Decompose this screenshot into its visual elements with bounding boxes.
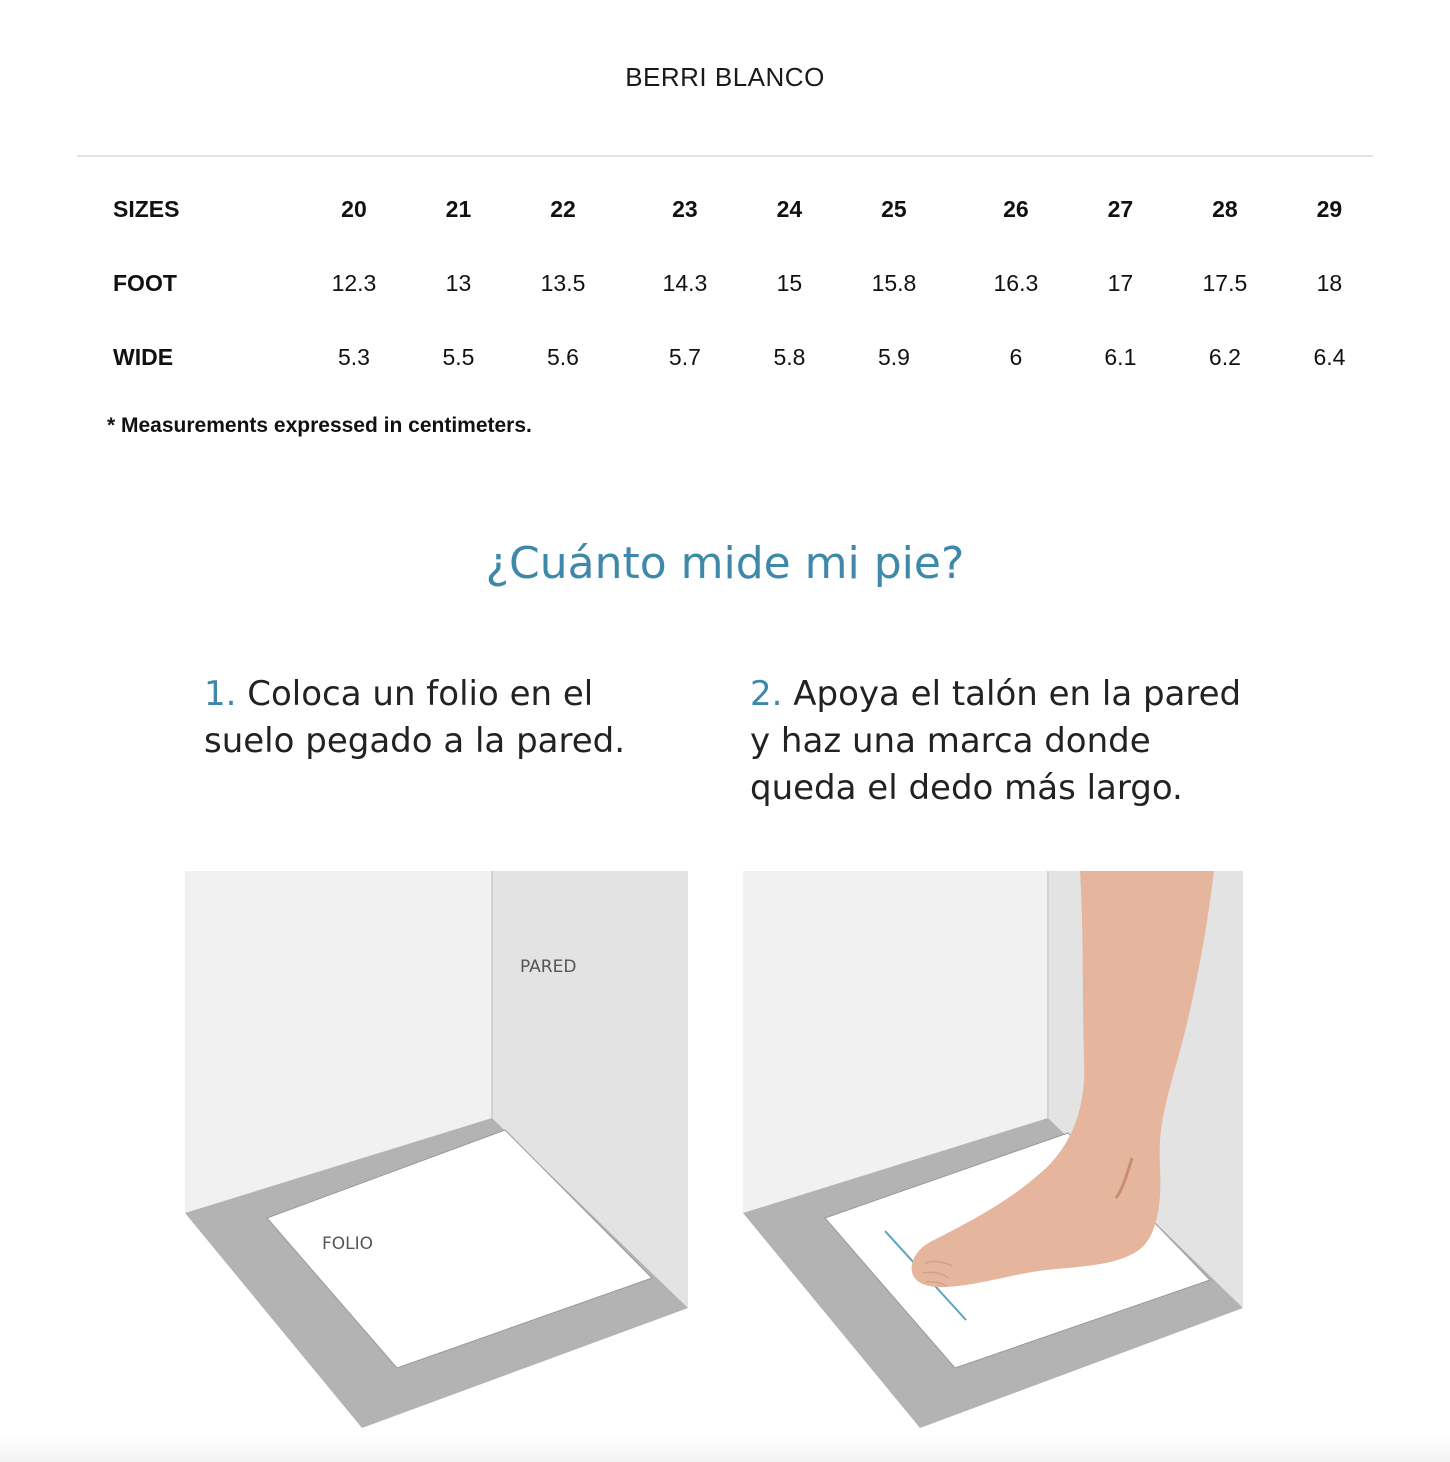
step-2-line-2: y haz una marca donde	[750, 721, 1151, 761]
size-cell: 26	[1003, 195, 1029, 222]
measurement-footnote: * Measurements expressed in centimeters.	[107, 414, 532, 437]
size-cell: 28	[1212, 195, 1238, 222]
wide-cell: 5.7	[668, 343, 701, 370]
wide-cell: 5.8	[773, 343, 806, 370]
wide-cell: 5.9	[877, 343, 910, 370]
size-cell: 23	[672, 195, 698, 222]
step-2-number: 2.	[750, 674, 783, 714]
foot-cell: 15.8	[871, 269, 917, 296]
row-label-foot: FOOT	[113, 269, 177, 296]
wide-cell: 5.6	[547, 343, 579, 370]
row-label-wide: WIDE	[113, 343, 174, 370]
row-label-sizes: SIZES	[113, 195, 180, 222]
size-cell: 22	[550, 195, 576, 222]
foot-cell: 14.3	[662, 269, 708, 296]
foot-cell: 15	[776, 269, 803, 296]
size-cell: 25	[881, 195, 907, 222]
step-1-number: 1.	[204, 674, 237, 714]
foot-cell: 13	[445, 269, 472, 296]
table-row-wide	[77, 320, 1373, 394]
size-cell: 21	[445, 195, 472, 222]
sheet-label: FOLIO	[322, 1234, 374, 1254]
foot-cell: 16.3	[993, 269, 1039, 296]
step-2-instruction	[750, 671, 1290, 812]
step-2-line-3: queda el dedo más largo.	[750, 768, 1183, 808]
table-row-foot	[77, 246, 1373, 320]
guide-title: ¿Cuánto mide mi pie?	[485, 538, 965, 589]
illustration-sheet-on-floor	[182, 868, 692, 1428]
step-1-line-1: Coloca un folio en el	[247, 674, 594, 714]
foot-cell: 13.5	[540, 269, 586, 296]
foot-cell: 18	[1316, 269, 1343, 296]
step-2-line-1: Apoya el talón en la pared	[793, 674, 1242, 714]
wide-cell: 6.2	[1208, 343, 1241, 370]
product-title: BERRI BLANCO	[625, 62, 825, 92]
wall-label: PARED	[520, 957, 577, 977]
table-row-sizes	[77, 172, 1373, 246]
step-1-instruction	[204, 671, 674, 765]
step-1-line-2: suelo pegado a la pared.	[204, 721, 626, 761]
size-cell: 27	[1107, 195, 1134, 222]
wide-cell: 6.4	[1313, 343, 1346, 370]
wide-cell: 6.1	[1104, 343, 1137, 370]
bottom-fade	[0, 1436, 1450, 1462]
wide-cell: 5.3	[337, 343, 370, 370]
size-cell: 29	[1316, 195, 1343, 222]
wide-cell: 5.5	[442, 343, 475, 370]
wide-cell: 6	[1009, 343, 1023, 370]
size-table	[77, 172, 1373, 394]
size-cell: 24	[776, 195, 803, 222]
illustration-foot-measure	[740, 868, 1250, 1428]
foot-cell: 17	[1107, 269, 1134, 296]
foot-cell: 17.5	[1202, 269, 1248, 296]
divider	[77, 155, 1373, 157]
size-cell: 20	[341, 195, 367, 222]
foot-cell: 12.3	[331, 269, 377, 296]
